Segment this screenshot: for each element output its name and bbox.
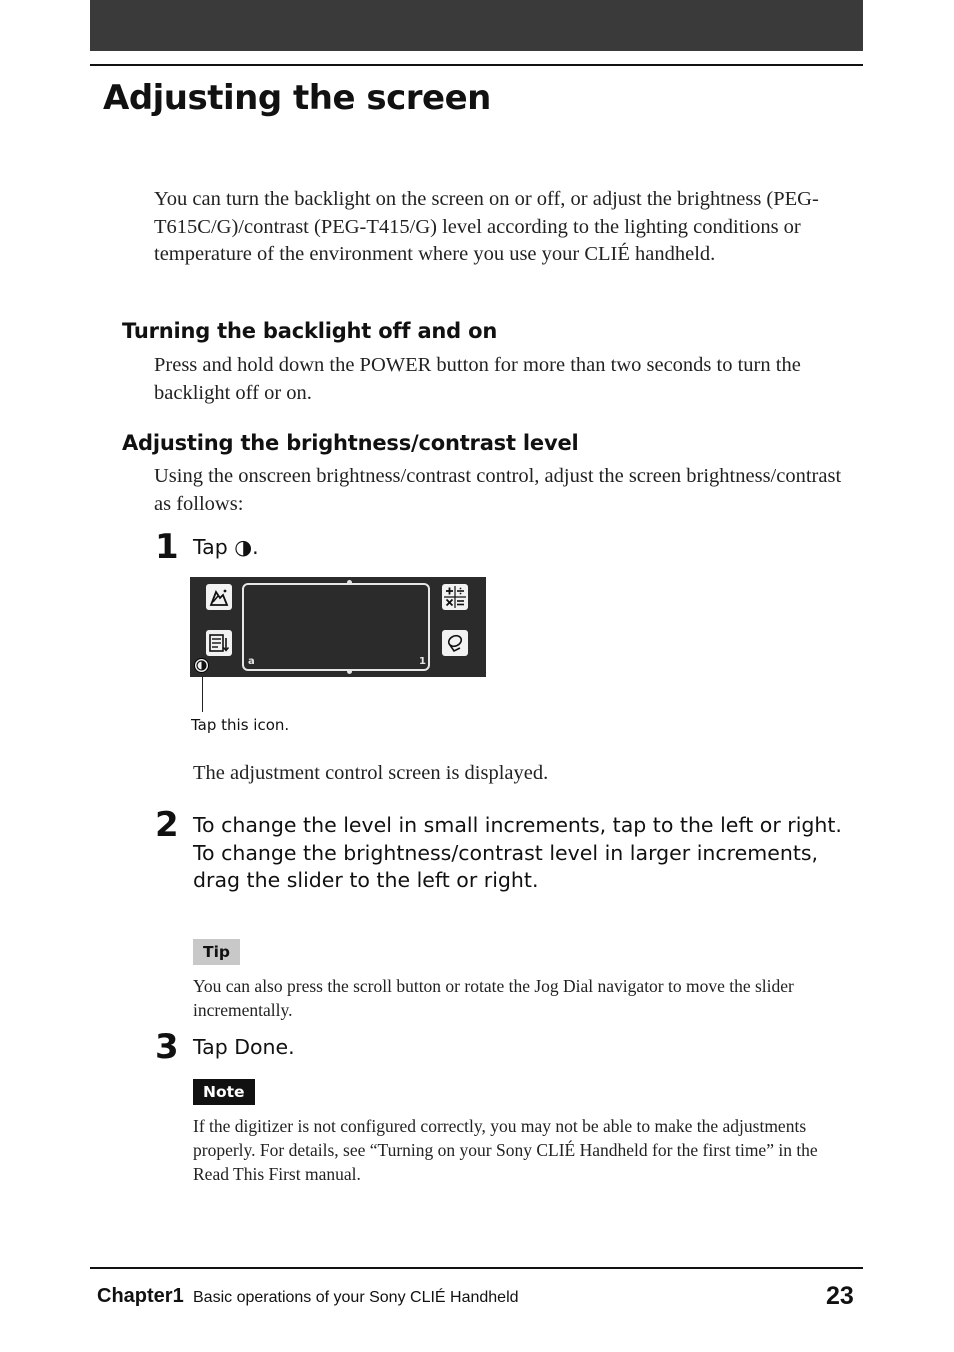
home-icon[interactable]: [206, 584, 232, 610]
callout-line: [202, 676, 203, 712]
header-bar: [90, 0, 863, 51]
graffiti-divider-bottom: [347, 669, 352, 674]
step-1-result: The adjustment control screen is displayed.: [193, 762, 549, 784]
page-title: Adjusting the screen: [103, 78, 491, 118]
intro-paragraph: You can turn the backlight on the screen on or off, or adjust the brightness (PEG-T615C/G)/contrast (PEG-T415/G) level according to the lighting conditions or temperature of the environment where you use your CLIÉ handheld.: [154, 188, 819, 265]
step-1-text: [193, 534, 259, 562]
page-number: 23: [826, 1282, 854, 1310]
find-icon[interactable]: [442, 630, 468, 656]
step-2-text: [193, 812, 843, 895]
step-number: 3: [155, 1027, 179, 1067]
section-heading-brightness: Adjusting the brightness/contrast level: [122, 431, 579, 455]
footer-rule: [90, 1267, 863, 1269]
silkscreen-illustration: [190, 577, 486, 677]
note-text: If the digitizer is not configured correctly, you may not be able to make the adjustments properly. For details, see “Turning on your Sony CLIÉ Handheld for the first time” in the Read This First manual.: [193, 1116, 818, 1184]
tip-text: You can also press the scroll button or rotate the Jog Dial navigator to move the slider incrementally.: [193, 976, 794, 1020]
section-text-backlight: Press and hold down the POWER button for more than two seconds to turn the backlight off or on.: [154, 354, 801, 404]
brightness-icon: ◑: [234, 535, 253, 559]
footer-chapter: Chapter1: [97, 1285, 184, 1307]
graffiti-divider-top: [347, 580, 352, 585]
section-text-brightness: Using the onscreen brightness/contrast control, adjust the screen brightness/contrast as follows:: [154, 465, 842, 515]
menu-icon[interactable]: [206, 630, 232, 656]
header-rule: [90, 64, 863, 66]
tip-label: Tip: [193, 939, 240, 965]
note-label: Note: [193, 1079, 255, 1105]
graffiti-number-label: 1: [419, 656, 426, 667]
section-heading-backlight: Turning the backlight off and on: [122, 319, 498, 343]
step-2-line-1: To change the level in small increments, tap to the left or right.: [193, 813, 842, 837]
brightness-icon[interactable]: [194, 658, 209, 673]
step-3-text: Tap Done.: [193, 1035, 295, 1059]
step-2-line-2: To change the brightness/contrast level in larger increments, drag the slider to the left or right.: [193, 840, 819, 892]
footer-description: Basic operations of your Sony CLIÉ Handheld: [193, 1289, 519, 1306]
calculator-icon[interactable]: [442, 584, 468, 610]
step-number: 1: [155, 527, 179, 567]
step-1-suffix: .: [252, 535, 259, 559]
callout-text: Tap this icon.: [191, 716, 290, 734]
step-number: 2: [155, 805, 179, 845]
step-1-prefix: Tap: [193, 535, 228, 559]
graffiti-area[interactable]: [242, 583, 430, 671]
graffiti-letter-label: a: [248, 656, 255, 667]
